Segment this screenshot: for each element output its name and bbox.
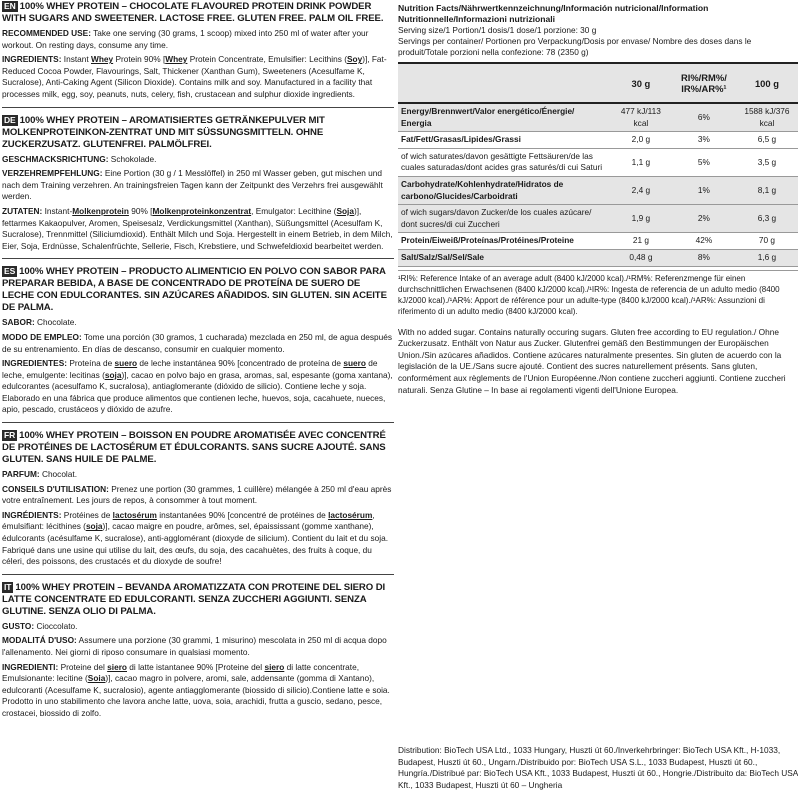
- flag-en: EN: [4, 1, 16, 11]
- taste-de: GESCHMACKSRICHTUNG: Schokolade.: [2, 153, 157, 164]
- row-30g: 1,1 g: [610, 148, 672, 176]
- recommended-use-es: MODO DE EMPLEO: Tome una porción (30 gramos, 1 cucharada) mezclada en 250 ml, de agua después de su entrenamiento. En días de descanso, consumir en cualquier momento.: [2, 331, 392, 354]
- row-100g: 1588 kJ/376 kcal: [736, 103, 798, 132]
- table-row: [398, 103, 798, 132]
- row-100g: 3,5 g: [736, 148, 798, 176]
- ingredients-it: INGREDIENTI: Proteine del siero di latte istantanee 90% [Proteine del siero di latte concentrate, Emulsionante: lecitine (Soia)], cacao magro in polvere, aromi, sale, addensante (gomma di Xantano), edulcoranti (Acesulfame K, sucralosio), agente antiagglomerante (biossido di silicio).Contiene latte e soia. Prodotto in uno stabilimento che lavora anche latte, uova, soia, arachidi, frutta a guscio, sedano, pesce, crostacei, biossido di zolfo.: [2, 661, 390, 718]
- row-30g: 477 kJ/113 kcal: [610, 103, 672, 132]
- row-ri: 8%: [672, 249, 736, 266]
- table-row: [398, 249, 798, 266]
- ingredients-en: INGREDIENTS: Instant Whey Protein 90% [Whey Protein Concentrate, Emulsifier: Lecithins (Soy)], Fat-Reduced Cocoa Powder, Flavourings, Salt, Thickener (Xanthan Gum), Sweeteners (Acesulfame K, Sucralose), Anti-Caking Agent (Silicon Dioxide). Contains milk and soy. Manufactured in a facility that processes milk, egg, soy, peanuts, nuts, celery, fish, crustacean and sulphur dioxide ingredients.: [2, 54, 387, 99]
- table-row: [398, 205, 798, 233]
- table-row: [398, 132, 798, 149]
- recommended-use-en: RECOMMENDED USE: Take one serving (30 grams, 1 scoop) mixed into 250 ml of water after your workout. On resting days, consume any time.: [2, 28, 369, 50]
- table-row: [398, 176, 798, 204]
- headline-en: EN 100% WHEY PROTEIN – CHOCOLATE FLAVOURED PROTEIN DRINK POWDER WITH SUGARS AND SWEETENER. LACTOSE FREE. GLUTEN FREE. PALM OIL FREE.: [2, 1, 384, 24]
- headline-de: DE 100% WHEY PROTEIN – AROMATISIERTES GETRÄNKEPULVER MIT MOLKENPROTEINKON-ZENTRAT UND MIT SÜSSUNGSMITTELN. OHNE ZUCKERZUSATZ. GLUTENFREI. PALMÖLFREI.: [2, 114, 325, 150]
- row-ri: 1%: [672, 176, 736, 204]
- flag-fr: FR: [4, 430, 16, 441]
- table-row: [398, 148, 798, 176]
- row-100g: 8,1 g: [736, 176, 798, 204]
- row-name: Carbohydrate/Kohlenhydrate/Hidratos de carbono/Glucides/Carboidrati: [398, 176, 610, 204]
- header-100g: 100 g: [736, 63, 798, 103]
- ingredients-de: ZUTATEN: Instant-Molkenprotein 90% [Molkenproteinkonzentrat, Emulgator: Lecithine (Soja)], fettarmes Kakaopulver, Aromen, Speisesalz, Verdickungsmittel (Xanthan), Süßungsmittel (Acesulfam K, Sucralose), Trennmittel (Siliciumdioxid). Enthält Milch und Soja. Hergestellt in einem Betrieb, in dem Milch, Eier, Soja, Erdnüsse, Schalenfrüchte, Sellerie, Fisch, Krebstiere, und Schwefeldioxid bearbeitet werden.: [2, 205, 393, 251]
- row-ri: 42%: [672, 233, 736, 250]
- taste-es: SABOR: Chocolate.: [2, 317, 77, 328]
- recommended-use-fr: CONSEILS D'UTILISATION: Prenez une portion (30 grammes, 1 cuillère) mélangée à 250 ml d'eau après votre entraînement. Les jours de repos, à consommer à tout moment.: [2, 483, 392, 506]
- section-es: [2, 265, 394, 423]
- servings-per-container: Servings per container/ Portionen pro Verpackung/Dosis por envase/ Nombre des doses dans le produit/Totale porzioni nella confezione: 78 (2350 g): [398, 36, 752, 57]
- row-name: Fat/Fett/Grasas/Lipides/Grassi: [398, 132, 610, 149]
- left-column: [2, 0, 394, 803]
- sugar-gluten-note: With no added sugar. Contains naturally occuring sugars. Gluten free according to EU regulation./ Ohne Zuckerzusatz. Enthält von Natur aus Zucker. Glutenfrei gemäß den Bestimmungen der Europäischen Union./Sin azúcares añadidos. Contiene azúcares naturalmente presentes. Sin gluten de acuerdo con la legislación de la UE./Sans sucre ajouté. Contient des sucres naturellement présents. Sans gluten, conformément aux règlements de l'Union Européenne./Non contiene zuccheri aggiunti. Contiene zuccheri naturali. Senza Glutine – In base ai regolamenti vigenti dell'Unione Europea.: [398, 326, 786, 395]
- row-100g: 70 g: [736, 233, 798, 250]
- header-ri: RI%/RM%/ IR%/AR%¹: [672, 63, 736, 103]
- section-fr: [2, 429, 394, 575]
- row-name: of wich sugars/davon Zucker/de los cuales azúcare/ dont sucres/di cui Zuccheri: [398, 205, 610, 233]
- row-ri: 2%: [672, 205, 736, 233]
- section-en: [2, 0, 394, 108]
- header-empty: [398, 63, 610, 103]
- header-30g: 30 g: [610, 63, 672, 103]
- right-column: [398, 0, 798, 803]
- row-30g: 2,4 g: [610, 176, 672, 204]
- row-ri: 6%: [672, 103, 736, 132]
- ingredients-es: INGREDIENTES: Proteína de suero de leche instantánea 90% [concentrado de proteína de suero de leche, emulgente: lecitinas (soja)], cacao en polvo bajo en grasa, aromas, sal, espesante (goma xantana), edulcorantes (acesulfamo K, sucralosa), antiaglomerante (dióxido de silicio). Contiene leche y soja. Elaborado en una fábrica que produce alimentos que contienen leche, huevos, soja, cacahuete, nueces, apio, pescado, crustáceos y dióxido de azufre.: [2, 358, 393, 415]
- recommended-use-de: VERZEHREMPFEHLUNG: Eine Portion (30 g / 1 Messlöffel) in 250 ml Wasser geben, gut mischen und nach dem Training verzehren. An trainingsfreien Tagen kann der Zeitpunkt des Verzehrs frei ausgewählt werden.: [2, 168, 383, 202]
- row-ri: 3%: [672, 132, 736, 149]
- nutrition-title: Nutrition Facts/Nährwertkennzeichnung/Información nutricional/Information Nutritionnelle/Informazioni nutrizionali: [398, 3, 709, 24]
- serving-size: Serving size/1 Portion/1 dosis/1 dose/1 porzione: 30 g: [398, 25, 597, 35]
- row-30g: 0,48 g: [610, 249, 672, 266]
- section-de: [2, 114, 394, 260]
- row-30g: 1,9 g: [610, 205, 672, 233]
- taste-fr: PARFUM: Chocolat.: [2, 469, 78, 480]
- row-name: Salt/Salz/Sal/Sel/Sale: [398, 249, 610, 266]
- row-ri: 5%: [672, 148, 736, 176]
- table-row: [398, 233, 798, 250]
- distribution-text: Distribution: BioTech USA Ltd., 1033 Hungary, Huszti út 60./Inverkehrbringer: BioTech USA Kft., H-1033, Budapest, Huszti út 60., Ungarn./Distribuido por: BioTech USA S.L., 1033 Budapest, Huszti út 60., Hungría./Distribué par: BioTech USA Kft., 1033 Budapest, Huszti út 60., Hongrie./Distribuito da: BioTech USA Kft., 1033 Budapest, Huszti út 60 – Ungheria: [398, 745, 798, 790]
- row-name: of wich saturates/davon gesättigte Fettsäuren/de las cuales saturadas/dont acides gras saturés/di cui Saturi: [398, 148, 610, 176]
- row-30g: 2,0 g: [610, 132, 672, 149]
- row-100g: 6,3 g: [736, 205, 798, 233]
- row-30g: 21 g: [610, 233, 672, 250]
- nutrition-table: [398, 62, 798, 267]
- flag-es: ES: [4, 266, 16, 277]
- row-name: Energy/Brennwert/Valor energético/Énergie/ Energia: [398, 103, 610, 132]
- headline-fr: FR 100% WHEY PROTEIN – BOISSON EN POUDRE AROMATISÉE AVEC CONCENTRÉ DE PROTÉINES DE LACTOSÉRUM ET ÉDULCORANTS. SANS SUCRE AJOUTÉ. SANS GLUTEN. SANS HUILE DE PALME.: [2, 430, 386, 466]
- row-100g: 1,6 g: [736, 249, 798, 266]
- section-it: [2, 581, 394, 726]
- ingredients-fr: INGRÉDIENTS: Protéines de lactosérum instantanées 90% [concentré de protéines de lactosérum, émulsifiant: lécithines (soja)], cacao maigre en poudre, arômes, sel, épaississant (gomme xanthane), édulcorants (acésulfame K, sucralose), anti-agglomérant (dioxyde de silicium). Contient du lait et du soja. Fabriqué dans une usine qui utilise du lait, des œufs, du soja, des cacahuètes, des fruits à coque, du céleri, des poissons, des crustacés et du dioxyde de soufre!: [2, 509, 388, 567]
- nutrition-header-row: [398, 63, 798, 103]
- row-100g: 6,5 g: [736, 132, 798, 149]
- taste-it: GUSTO: Cioccolato.: [2, 620, 78, 631]
- flag-de: DE: [4, 114, 16, 125]
- reference-intake-footnote: ¹RI%: Reference Intake of an average adult (8400 kJ/2000 kcal)./¹RM%: Referenzmenge für einen durchschnittlichen Erwachsenen (8400 kJ/2000 kcal)./¹IR%: Ingesta de referencia de un adulto medio (8400 kJ/2000 kcal)./¹AR%: Apport de référence pour un adulte-type (8400 kJ/2000 kcal)./¹AR%: Assunzioni di riferimento di un adulto medio (8400 kJ/2000 kcal).: [398, 270, 798, 317]
- row-name: Protein/Eiweiß/Proteínas/Protéines/Proteine: [398, 233, 610, 250]
- flag-it: IT: [4, 581, 12, 592]
- recommended-use-it: MODALITÁ D'USO: Assumere una porzione (30 grammi, 1 misurino) mescolata in 250 ml di acqua dopo l'allenamento. Nei giorni di riposo consumare in qualsiasi momento.: [2, 635, 387, 657]
- headline-it: IT 100% WHEY PROTEIN – BEVANDA AROMATIZZATA CON PROTEINE DEL SIERO DI LATTE CONCENTRATE ED EDULCORANTI. SENZA ZUCCHERI AGGIUNTI. SENZA GLUTINE. SENZA OLIO DI PALMA.: [2, 581, 386, 617]
- headline-es: ES 100% WHEY PROTEIN – PRODUCTO ALIMENTICIO EN POLVO CON SABOR PARA PREPARAR BEBIDA, A BASE DE CONCENTRADO DE PROTEÍNA DE SUERO DE LECHE CON EDULCORANTES. SIN AZÚCARES AÑADIDOS. SIN GLUTEN. SIN ACEITE DE PALMA.: [2, 266, 387, 314]
